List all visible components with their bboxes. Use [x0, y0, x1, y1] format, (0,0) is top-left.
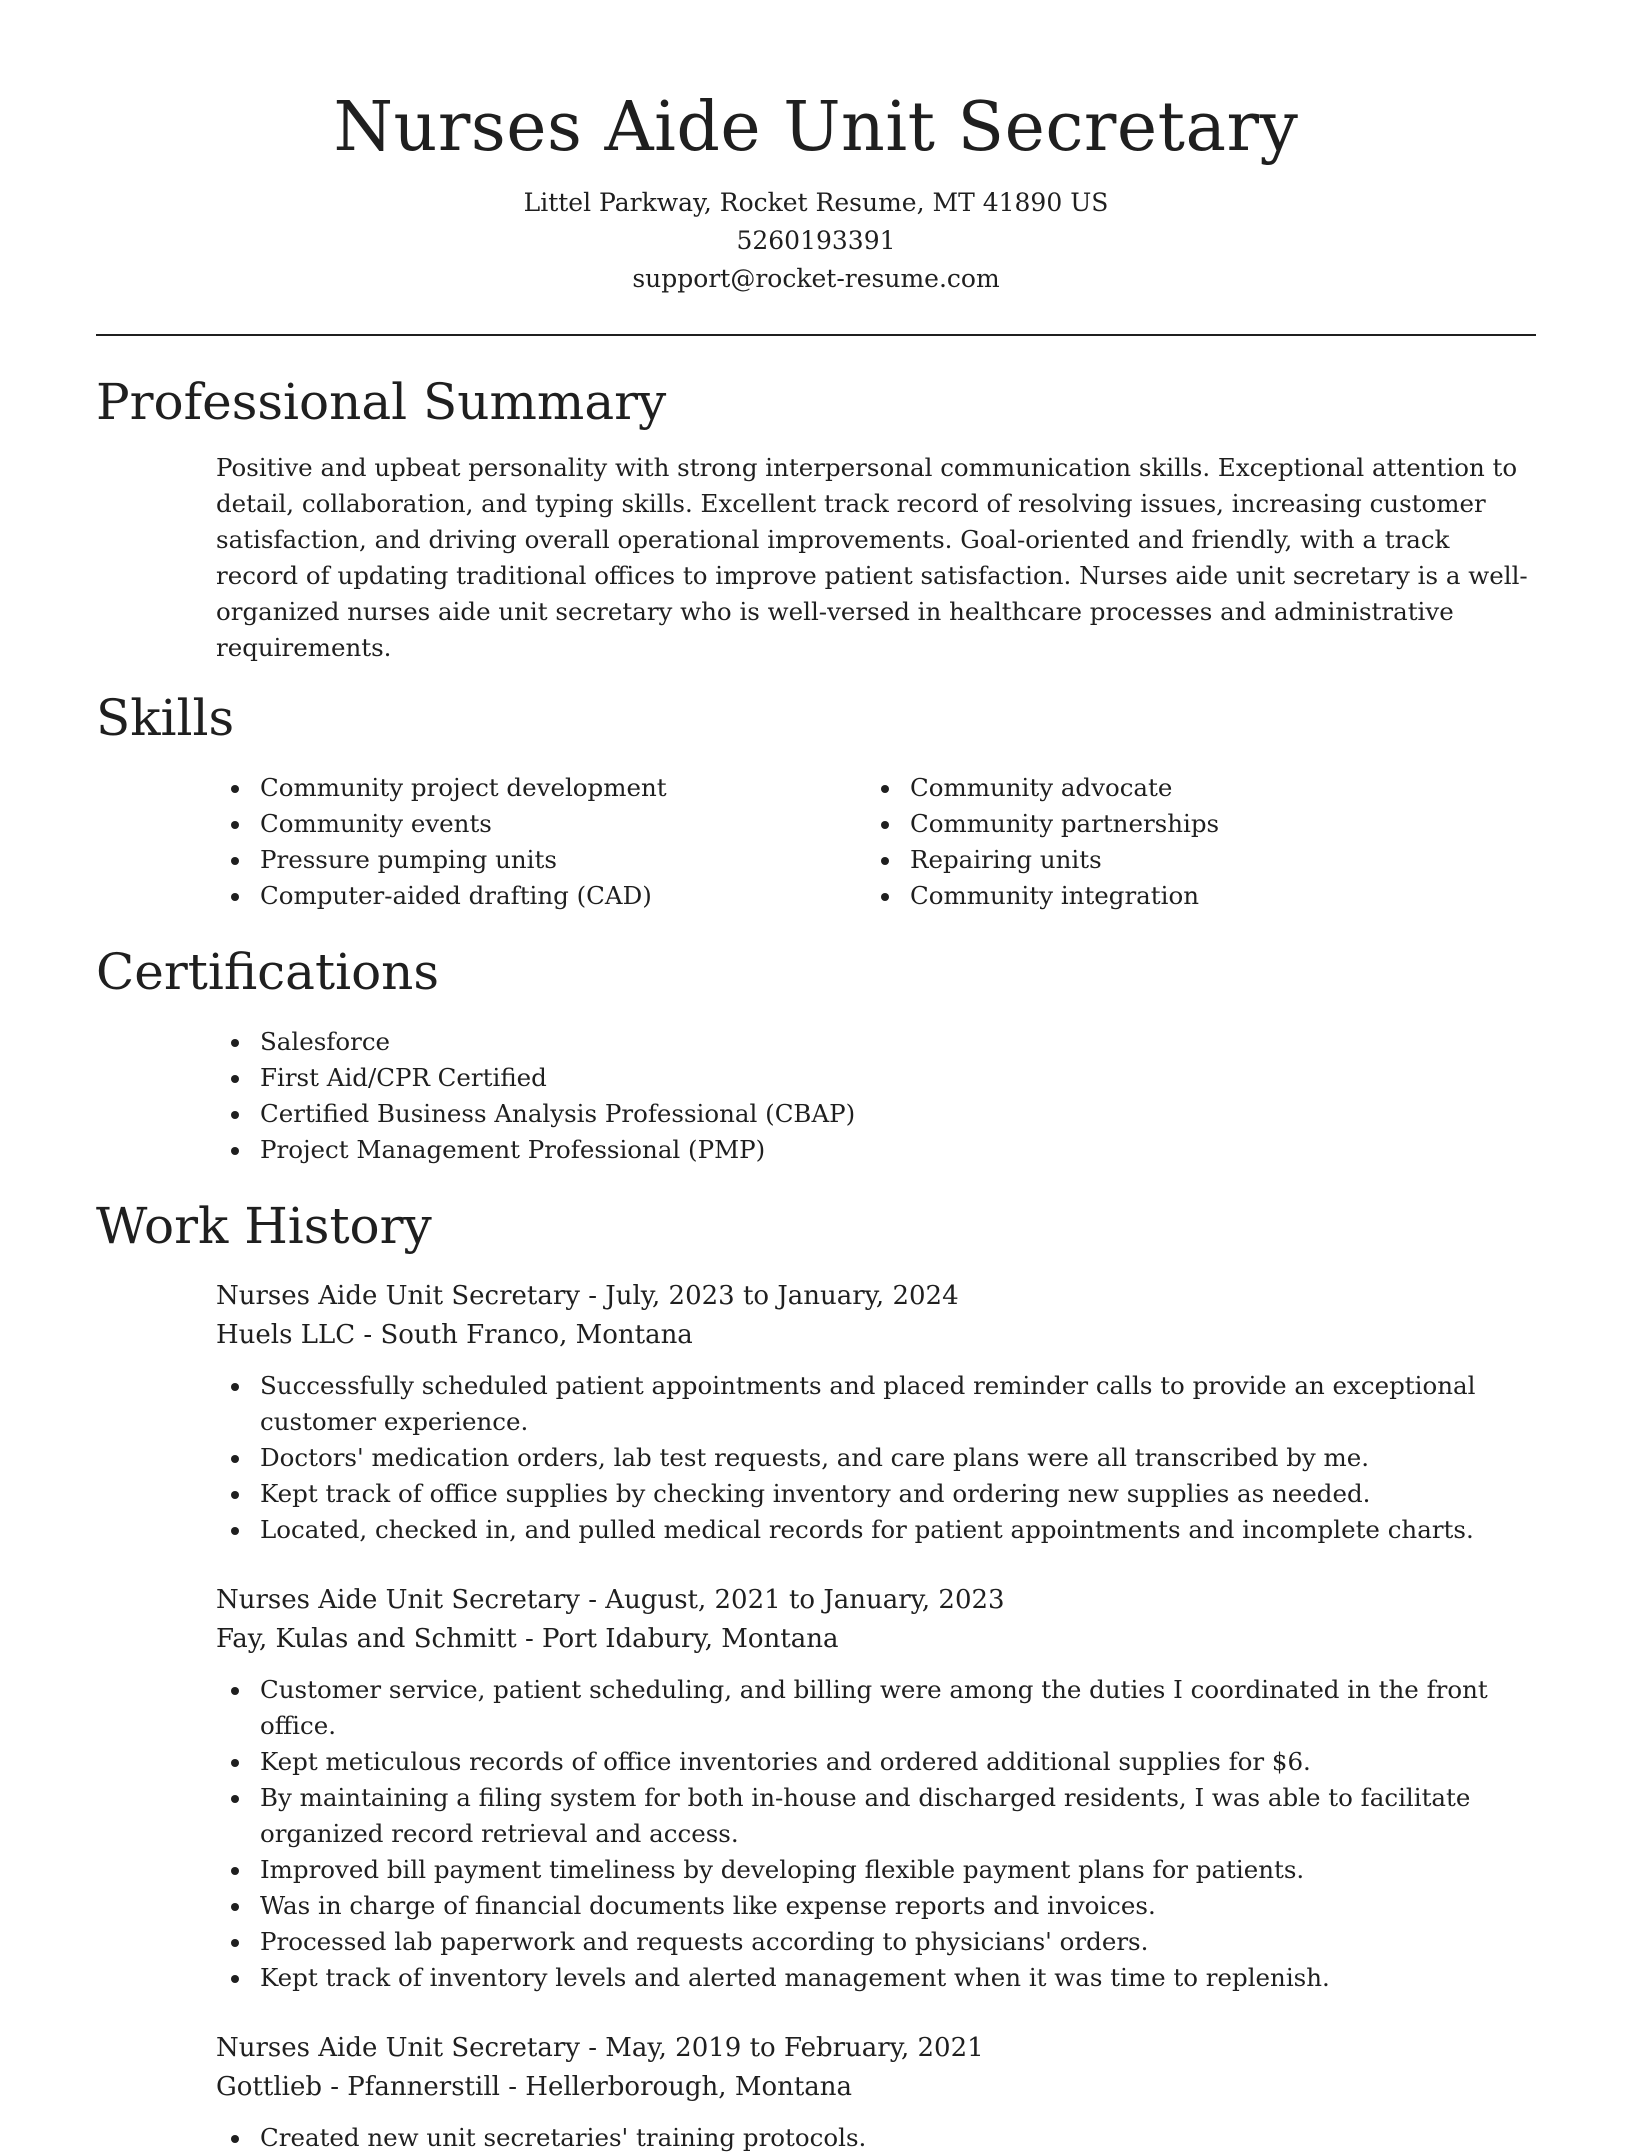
- job-duty: Was in charge of financial documents like expense reports and invoices.: [216, 1888, 1536, 1924]
- contact-address: Littel Parkway, Rocket Resume, MT 41890 US: [523, 188, 1109, 217]
- skill-item: Repairing units: [866, 842, 1516, 878]
- skills-list-left: [216, 770, 866, 914]
- job-duty: Doctors' medication orders, lab test requests, and care plans were all transcribed by me.: [216, 1440, 1536, 1476]
- skill-item: Community events: [216, 806, 866, 842]
- job-duty: Located, checked in, and pulled medical records for patient appointments and incomplete charts.: [216, 1512, 1536, 1548]
- certifications-heading: Certifications: [96, 943, 440, 1001]
- job-duty: Kept track of inventory levels and alerted management when it was time to replenish.: [216, 1960, 1536, 1996]
- contact-email: support@rocket-resume.com: [632, 264, 1000, 293]
- header-divider: [96, 334, 1536, 336]
- job-entry: [216, 1276, 1536, 1548]
- job-duties-list: [216, 1368, 1536, 1548]
- job-duty: Processed lab paperwork and requests according to physicians' orders.: [216, 1924, 1536, 1960]
- job-entry: [216, 2028, 1536, 2156]
- certification-item: Certified Business Analysis Professional (CBAP): [216, 1096, 1536, 1132]
- job-duties-list: [216, 1672, 1536, 1996]
- summary-section: [96, 372, 1536, 666]
- certifications-section: [96, 942, 1536, 1168]
- summary-text: Positive and upbeat personality with strong interpersonal communication skills. Exceptional attention to detail, collaboration, and typing skills. Excellent track record of resolving issues, increasing customer satisfaction, and driving overall operational improvements. Goal-oriented and friendly, with a track record of updating traditional offices to improve patient satisfaction. Nurses aide unit secretary is a well-organized nurses aide unit secretary who is well-versed in healthcare processes and administrative requirements.: [216, 453, 1528, 662]
- candidate-name: Nurses Aide Unit Secretary: [333, 88, 1299, 167]
- job-company: Huels LLC - South Franco, Montana: [216, 1320, 693, 1350]
- certification-item: First Aid/CPR Certified: [216, 1060, 1536, 1096]
- work-history-section: [96, 1196, 1536, 2156]
- summary-heading: Professional Summary: [96, 373, 667, 431]
- certification-item: Salesforce: [216, 1024, 1536, 1060]
- work-history-heading: Work History: [96, 1197, 432, 1255]
- skills-grid: [216, 770, 1536, 914]
- job-title: Nurses Aide Unit Secretary - May, 2019 to February, 2021: [216, 2033, 984, 2063]
- skill-item: Community advocate: [866, 770, 1516, 806]
- job-duty: Improved bill payment timeliness by developing flexible payment plans for patients.: [216, 1852, 1536, 1888]
- job-duty: Kept track of office supplies by checking inventory and ordering new supplies as needed.: [216, 1476, 1536, 1512]
- skills-heading: Skills: [96, 689, 235, 747]
- job-duty: By maintaining a filing system for both in-house and discharged residents, I was able to facilitate organized record retrieval and access.: [216, 1780, 1536, 1852]
- contact-block: [96, 184, 1536, 298]
- job-title: Nurses Aide Unit Secretary - August, 2021 to January, 2023: [216, 1585, 1005, 1615]
- job-duty: Successfully scheduled patient appointments and placed reminder calls to provide an exceptional customer experience.: [216, 1368, 1536, 1440]
- job-title: Nurses Aide Unit Secretary - July, 2023 to January, 2024: [216, 1281, 959, 1311]
- resume-page: [96, 0, 1536, 2156]
- skill-item: Computer-aided drafting (CAD): [216, 878, 866, 914]
- skill-item: Pressure pumping units: [216, 842, 866, 878]
- job-duty: Customer service, patient scheduling, and billing were among the duties I coordinated in the front office.: [216, 1672, 1536, 1744]
- contact-phone: 5260193391: [736, 226, 896, 255]
- job-entry: [216, 1580, 1536, 1996]
- job-duty: Kept meticulous records of office inventories and ordered additional supplies for $6.: [216, 1744, 1536, 1780]
- skill-item: Community project development: [216, 770, 866, 806]
- certification-item: Project Management Professional (PMP): [216, 1132, 1536, 1168]
- job-company: Fay, Kulas and Schmitt - Port Idabury, Montana: [216, 1624, 839, 1654]
- skills-section: [96, 688, 1536, 914]
- resume-header: [96, 0, 1536, 298]
- job-duty: Created new unit secretaries' training protocols.: [216, 2120, 1536, 2156]
- skills-list-right: [866, 770, 1516, 914]
- skill-item: Community partnerships: [866, 806, 1516, 842]
- job-duties-list: [216, 2120, 1536, 2156]
- certifications-list: [216, 1024, 1536, 1168]
- job-company: Gottlieb - Pfannerstill - Hellerborough, Montana: [216, 2072, 853, 2102]
- skill-item: Community integration: [866, 878, 1516, 914]
